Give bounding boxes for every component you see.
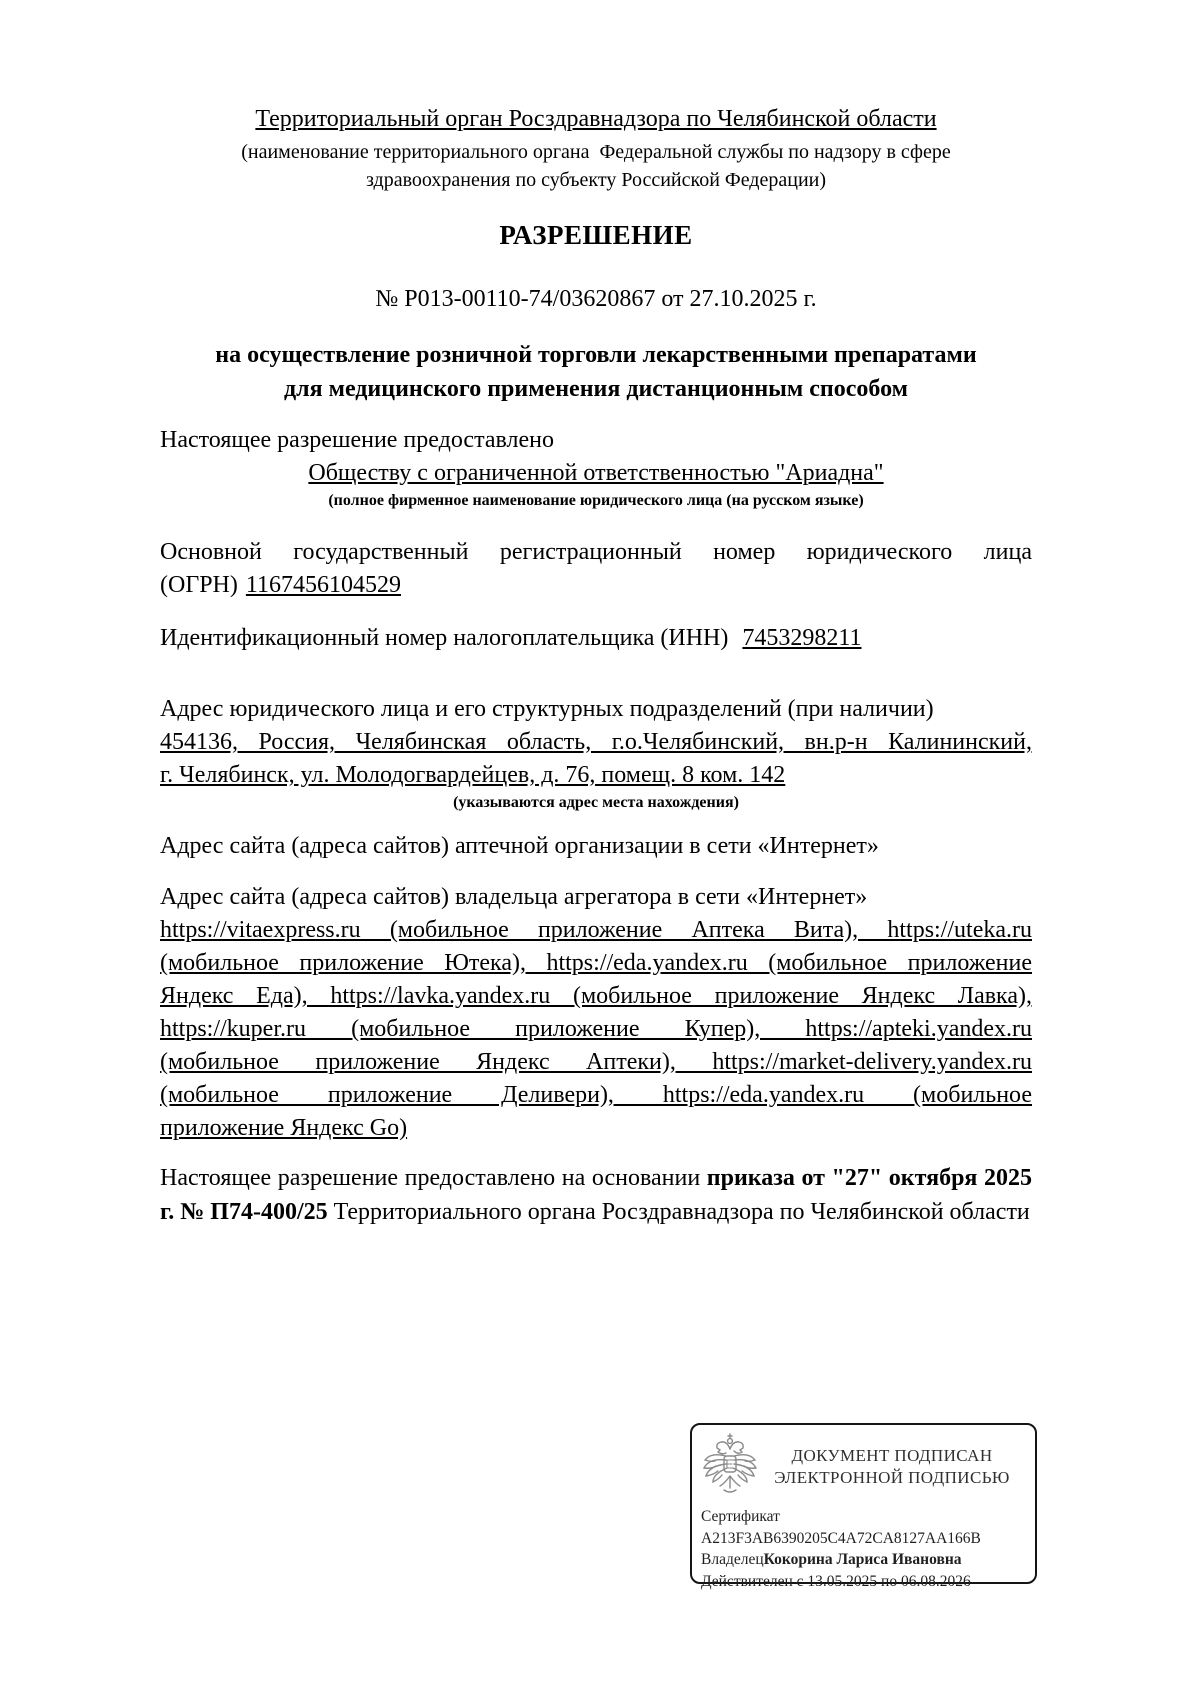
stamp-title-line2: ЭЛЕКТРОННОЙ ПОДПИСЬЮ	[774, 1468, 1010, 1487]
basis-text-post: Территориального органа Росздравнадзора по Челябинской области	[327, 1199, 1030, 1225]
basis-paragraph	[160, 1161, 1032, 1229]
address-line1: 454136, Россия, Челябинская область, г.о.Челябинский, вн.р-н Калининский,	[160, 729, 1032, 755]
company-note: (полное фирменное наименование юридического лица (на русском языке)	[328, 492, 864, 509]
electronic-signature-stamp	[690, 1423, 1037, 1590]
owner-label: Владелец	[701, 1551, 764, 1568]
certificate-label: Сертификат	[701, 1508, 784, 1525]
ogrn-value-line	[160, 569, 1032, 602]
ogrn-block	[160, 536, 1032, 602]
permit-subject-line2: для медицинского применения дистанционным способом	[284, 376, 908, 402]
permit-subject-line1: на осуществление розничной торговли лекарственными препаратами	[215, 342, 977, 368]
inn-value: 7453298211	[742, 625, 862, 651]
address-note: (указываются адрес места нахождения)	[453, 794, 739, 811]
document-title: РАЗРЕШЕНИЕ	[499, 220, 693, 250]
ogrn-value: 1167456104529	[245, 572, 401, 598]
issuing-org-name: Территориальный орган Росздравнадзора по Челябинской области	[255, 106, 937, 132]
pharmacy-sites-heading: Адрес сайта (адреса сайтов) аптечной организации в сети «Интернет»	[160, 833, 879, 859]
stamp-title-line1: ДОКУМЕНТ ПОДПИСАН	[791, 1446, 993, 1465]
company-name: Обществу с ограниченной ответственностью "Ариадна"	[308, 460, 884, 486]
aggregator-sites-line: Яндекс Еда), https://lavka.yandex.ru (мобильное приложение Яндекс Лавка),	[160, 983, 1032, 1009]
permit-subject	[160, 338, 1032, 406]
aggregator-sites-line: (мобильное приложение Ютека), https://eda.yandex.ru (мобильное приложение	[160, 950, 1032, 976]
owner-line	[701, 1549, 1025, 1571]
aggregator-sites-line: https://vitaexpress.ru (мобильное приложение Аптека Вита), https://uteka.ru	[160, 917, 1032, 943]
owner-value: Кокорина Лариса Ивановна	[763, 1551, 962, 1568]
stamp-header	[692, 1425, 1035, 1502]
aggregator-sites-line: приложение Яндекс Go)	[160, 1115, 408, 1141]
ogrn-label: (ОГРН)	[160, 572, 238, 598]
double-headed-eagle-icon	[701, 1432, 759, 1502]
aggregator-sites-block	[160, 914, 1032, 1145]
basis-order-ref: приказа от "27" октября 2025 г. № П74-400/25	[160, 1165, 1032, 1225]
certificate-value: A213F3AB6390205C4A72CA8127AA166B	[701, 1529, 981, 1547]
stamp-details	[692, 1502, 1035, 1592]
address-line2: г. Челябинск, ул. Молодогвардейцев, д. 76, помещ. 8 ком. 142	[160, 762, 786, 788]
document-page	[160, 104, 1032, 1229]
validity-line: Действителен с 13.05.2025 по 06.08.2026	[701, 1572, 971, 1590]
document-number: № Р013-00110-74/03620867 от 27.10.2025 г.	[375, 286, 817, 312]
aggregator-sites-line: https://kuper.ru (мобильное приложение Купер), https://apteki.yandex.ru	[160, 1016, 1032, 1042]
basis-text-pre: Настоящее разрешение предоставлено на основании	[160, 1165, 707, 1191]
granted-intro: Настоящее разрешение предоставлено	[160, 427, 554, 453]
issuing-org-note-line2: здравоохранения по субъекту Российской Федерации)	[365, 169, 827, 191]
aggregator-sites-line: (мобильное приложение Яндекс Аптеки), https://market-delivery.yandex.ru	[160, 1049, 1032, 1075]
issuing-org-note-line1: (наименование территориального органа Федеральной службы по надзору в сфере	[241, 141, 951, 163]
aggregator-sites-line: (мобильное приложение Деливери), https://eda.yandex.ru (мобильное	[160, 1082, 1032, 1108]
address-heading: Адрес юридического лица и его структурных подразделений (при наличии)	[160, 696, 934, 722]
certificate-line	[701, 1506, 1025, 1549]
inn-line	[160, 622, 1032, 655]
inn-label: Идентификационный номер налогоплательщика (ИНН)	[160, 625, 729, 651]
stamp-title	[759, 1445, 1025, 1489]
ogrn-label-line: Основной государственный регистрационный номер юридического лица	[160, 539, 1032, 565]
aggregator-heading: Адрес сайта (адреса сайтов) владельца агрегатора в сети «Интернет»	[160, 884, 868, 910]
